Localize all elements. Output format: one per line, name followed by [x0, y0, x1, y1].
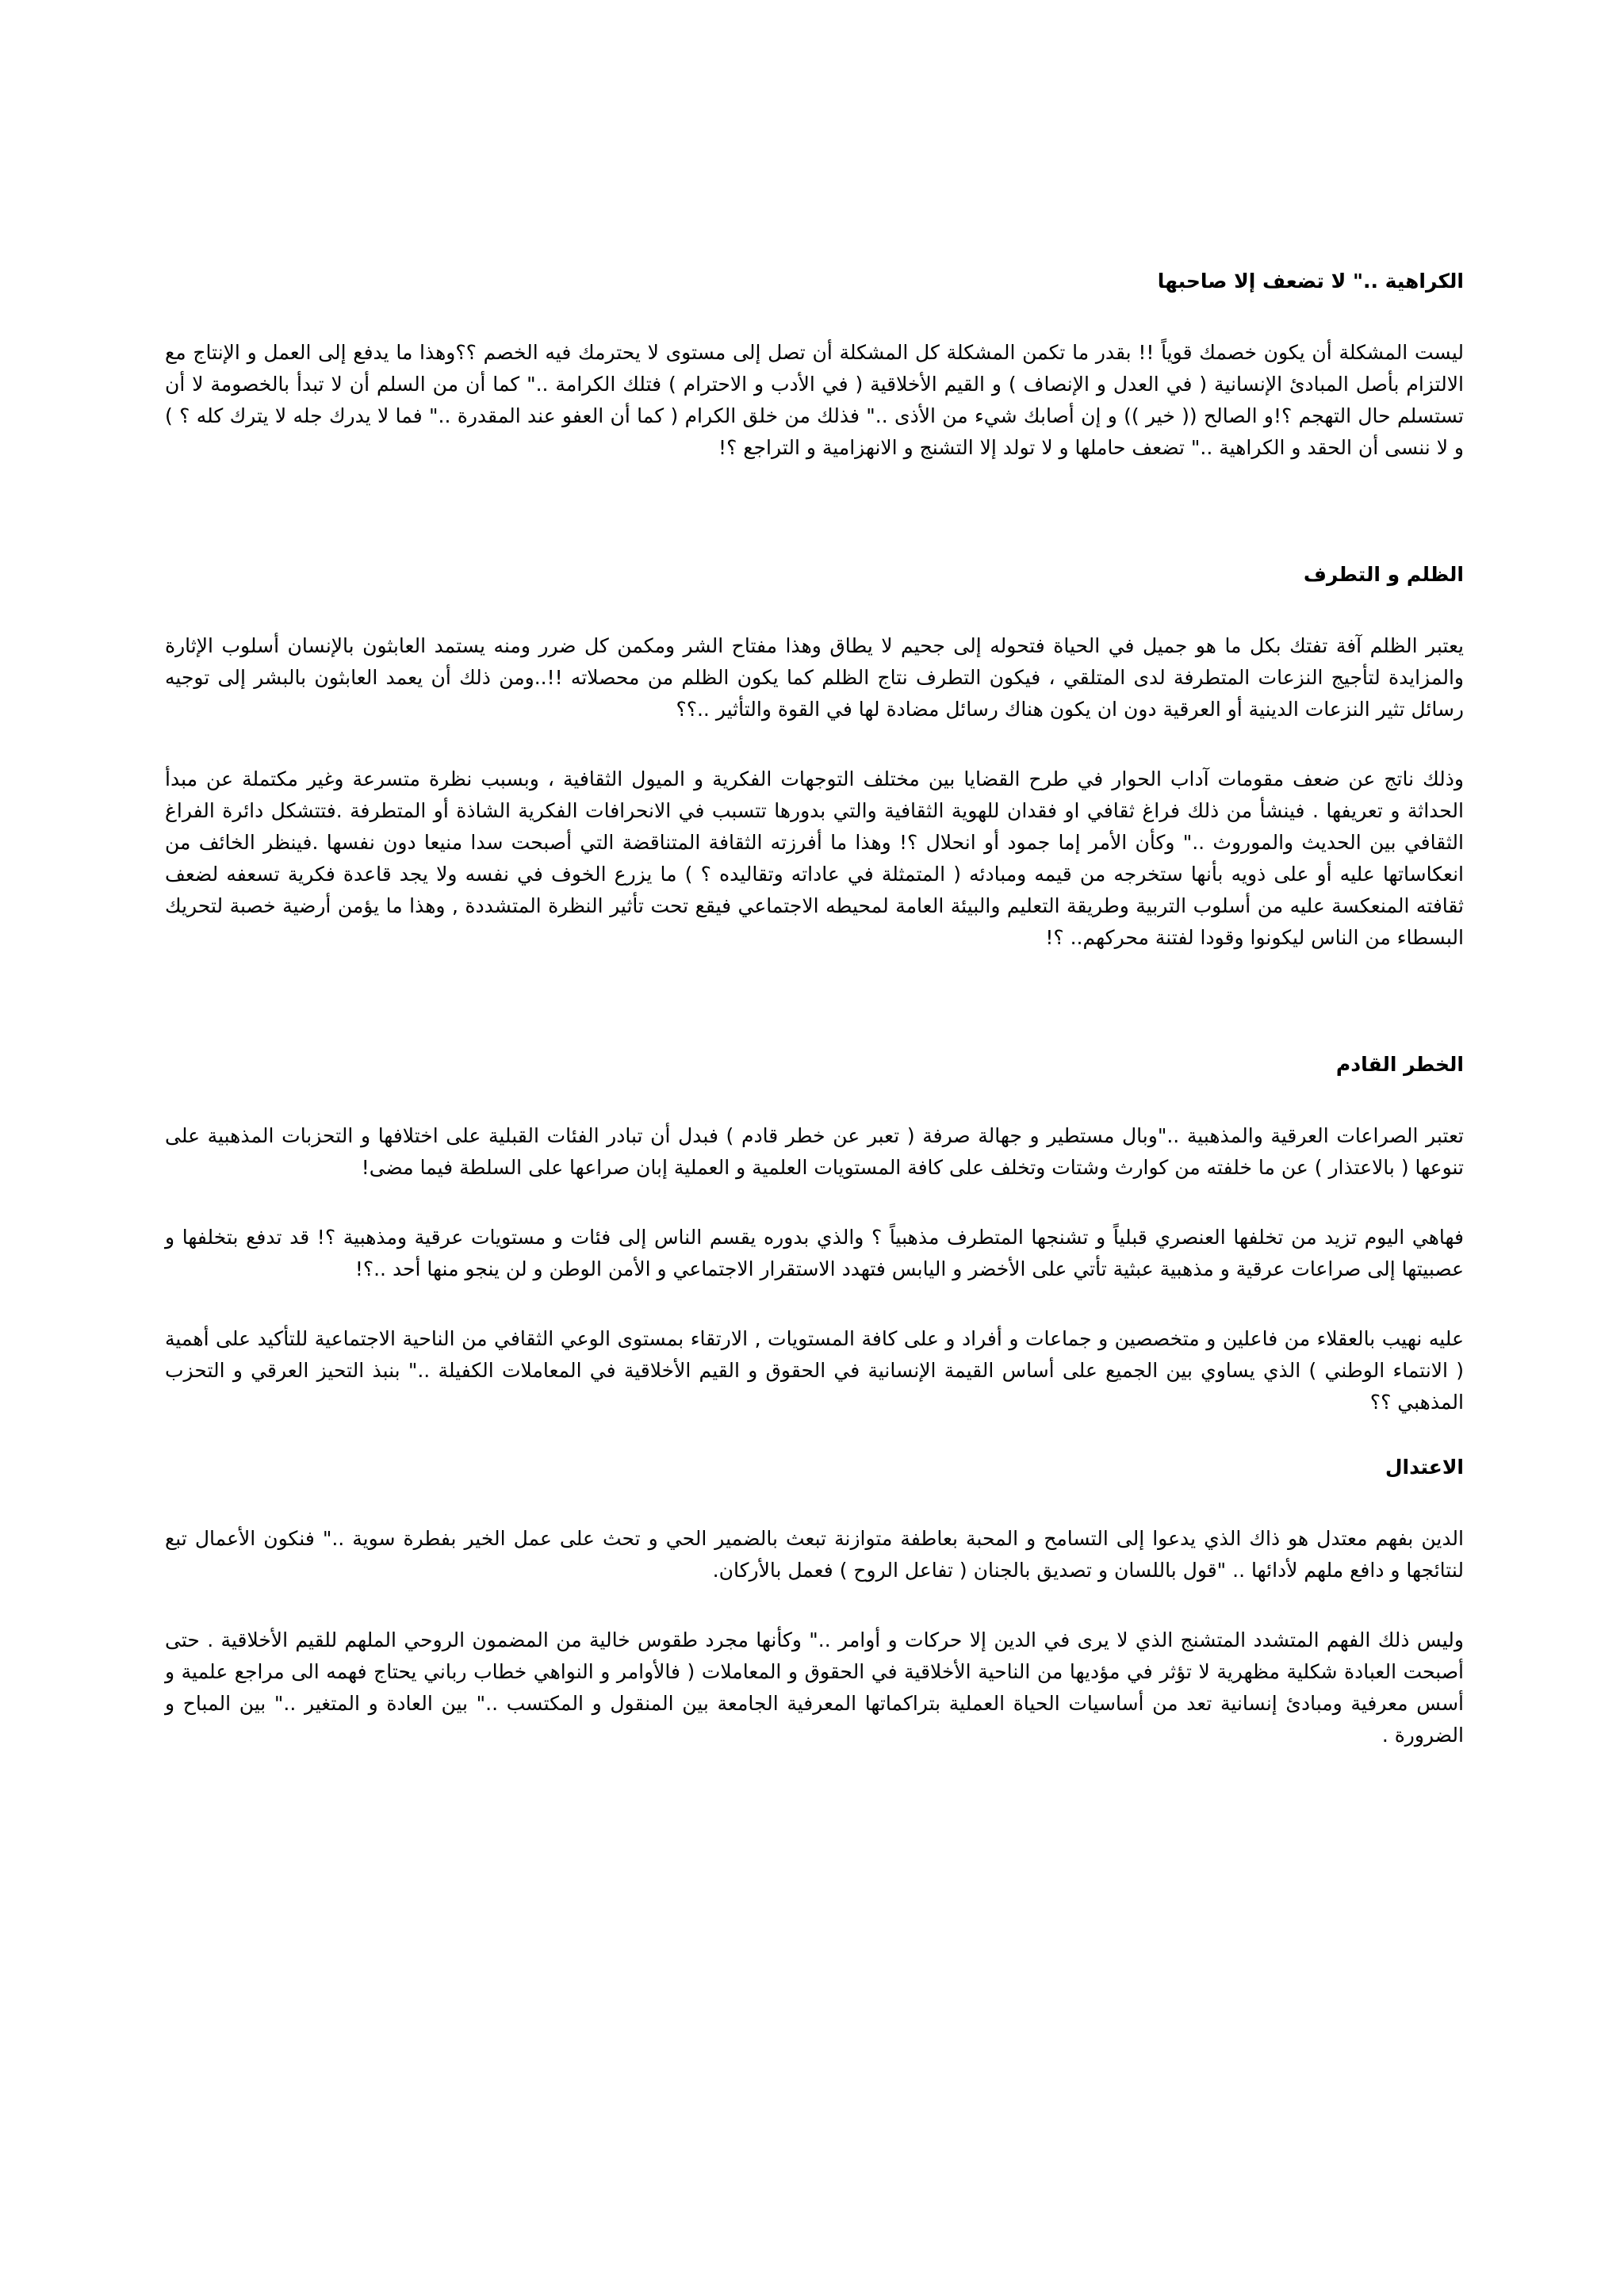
paragraph-moderation-1: الدين بفهم معتدل هو ذاك الذي يدعوا إلى التسامح و المحبة بعاطفة متوازنة تبعث بالضمير الحي و تحث على عمل الخير بفطرة سوية .." فنكون الأعمال تبع لنتائجها و دافع ملهم لأدائها .. "قول باللسان و تصديق بالجنان ( تفاعل الروح ) فعمل بالأركان. [165, 1527, 1464, 1582]
paragraph-hatred-1: ليست المشكلة أن يكون خصمك قوياً !! بقدر ما تكمن المشكلة كل المشكلة أن تصل إلى مستوى لا يحترمك فيه الخصم ؟؟وهذا ما يدفع إلى العمل و الإنتاج مع الالتزام بأصل المبادئ الإنسانية ( في العدل و الإنصاف ) و القيم الأخلاقية ( في الأدب و الاحترام ) فتلك الكرامة .." كما أن من السلم أن لا تبدأ بالخصومة لا أن تستسلم حال التهجم ؟!و الصالح (( خير )) و إن أصابك شيء من الأذى .." فذلك من خلق الكرام ( كما أن العفو عند المقدرة .." فما لا يدرك جله لا يترك كله ؟ ) و لا ننسى أن الحقد و الكراهية .." تضعف حاملها و لا تولد إلا التشنج و الانهزامية و التراجع ؟! [165, 341, 1464, 459]
section-title-danger: الخطر القادم [1335, 1053, 1464, 1076]
paragraph-danger-3: عليه نهيب بالعقلاء من فاعلين و متخصصين و جماعات و أفراد و على كافة المستويات , الارتقاء بمستوى الوعي الثقافي من الناحية الاجتماعية للتأكيد على أهمية ( الانتماء الوطني ) الذي يساوي بين الجميع على أساس القيمة الإنسانية في الحقوق و القيم الأخلاقية في المعاملات الكفيلة .." بنبذ التحيز العرقي و التحزب المذهبي ؟؟ [165, 1327, 1464, 1414]
paragraph-injustice-2: وذلك ناتج عن ضعف مقومات آداب الحوار في طرح القضايا بين مختلف التوجهات الفكرية و الميول الثقافية ، وبسبب نظرة متسرعة وغير مكتملة عن مبدأ الحداثة و تعريفها . فينشأ من ذلك فراغ ثقافي او فقدان للهوية الثقافية والتي بدورها تتسبب في الانحرافات الفكرية الشاذة أو المتطرفة .فتتشكل دائرة الفراغ الثقافي بين الحديث والموروث .." وكأن الأمر إما جمود أو انحلال ؟! وهذا ما أفرزته الثقافة المتناقضة التي أصبحت سدا منيعا دون نفسها .فينظر الخائف من انعكاساتها عليه أو على ذويه بأنها ستخرجه من قيمه ومبادئه ( المتمثلة في عاداته وتقاليده ؟ ) ما يزرع الخوف في نفسه ولا يجد قاعدة فكرية تسعفه لضعف ثقافته المنعكسة عليه من أسلوب التربية وطريقة التعليم والبيئة العامة لمحيطه الاجتماعي فيقع تحت تأثير النظرة المتشددة , وهذا ما يؤمن أرضية خصبة لتحريك البسطاء من الناس ليكونوا وقودا لفتنة محركهم.. ؟! [165, 767, 1464, 949]
paragraph-injustice-1: يعتبر الظلم آفة تفتك بكل ما هو جميل في الحياة فتحوله إلى جحيم لا يطاق وهذا مفتاح الشر ومكمن كل ضرر ومنه يستمد العابثون بالإنسان أسلوب الإثارة والمزايدة لتأجيج النزعات المتطرفة لدى المتلقي ، فيكون التطرف نتاج الظلم كما يكون الظلم من محصلاته !!..ومن ذلك أن يعمد العابثون بالبشر إلى توجيه رسائل تثير النزعات الدينية أو العرقية دون ان يكون هناك رسائل مضادة لها في القوة والتأثير ..؟؟ [165, 634, 1464, 721]
section-title-hatred: الكراهية .." لا تضعف إلا صاحبها [1157, 270, 1464, 293]
paragraph-danger-2: فهاهي اليوم تزيد من تخلفها العنصري قبلياً و تشنجها المتطرف مذهبياً ؟ والذي بدوره يقسم الناس إلى فئات و مستويات عرقية ومذهبية ؟! قد تدفع بتخلفها و عصبيتها إلى صراعات عرقية و مذهبية عبثية تأتي على الأخضر و اليابس فتهدد الاستقرار الاجتماعي و الأمن الوطن و لن ينجو منها أحد ..؟! [165, 1226, 1464, 1280]
section-title-moderation: الاعتدال [1385, 1456, 1464, 1479]
section-title-injustice: الظلم و التطرف [1303, 563, 1464, 586]
paragraph-moderation-2: وليس ذلك الفهم المتشدد المتشنج الذي لا يرى في الدين إلا حركات و أوامر .." وكأنها مجرد طقوس خالية من المضمون الروحي الملهم للقيم الأخلاقية . حتى أصبحت العبادة شكلية مظهرية لا تؤثر في مؤديها من الناحية الأخلاقية في الحقوق و المعاملات ( فالأوامر و النواهي خطاب رباني يحتاج فهمه الى مراجع علمية و أسس معرفية ومبادئ إنسانية تعد من أساسيات الحياة العملية بتراكماتها المعرفية الجامعة بين المنقول و المكتسب .." بين العادة و المتغير .." بين المباح و الضرورة . [165, 1628, 1464, 1747]
document-body [165, 266, 1464, 1751]
paragraph-danger-1: تعتبر الصراعات العرقية والمذهبية .."وبال مستطير و جهالة صرفة ( تعبر عن خطر قادم ) فبدل أن تبادر الفئات القبلية على اختلافها و التحزبات المذهبية على تنوعها ( بالاعتذار ) عن ما خلفته من كوارث وشتات وتخلف على كافة المستويات العلمية و العملية إبان صراعها على السلطة فيما مضى! [165, 1124, 1464, 1179]
